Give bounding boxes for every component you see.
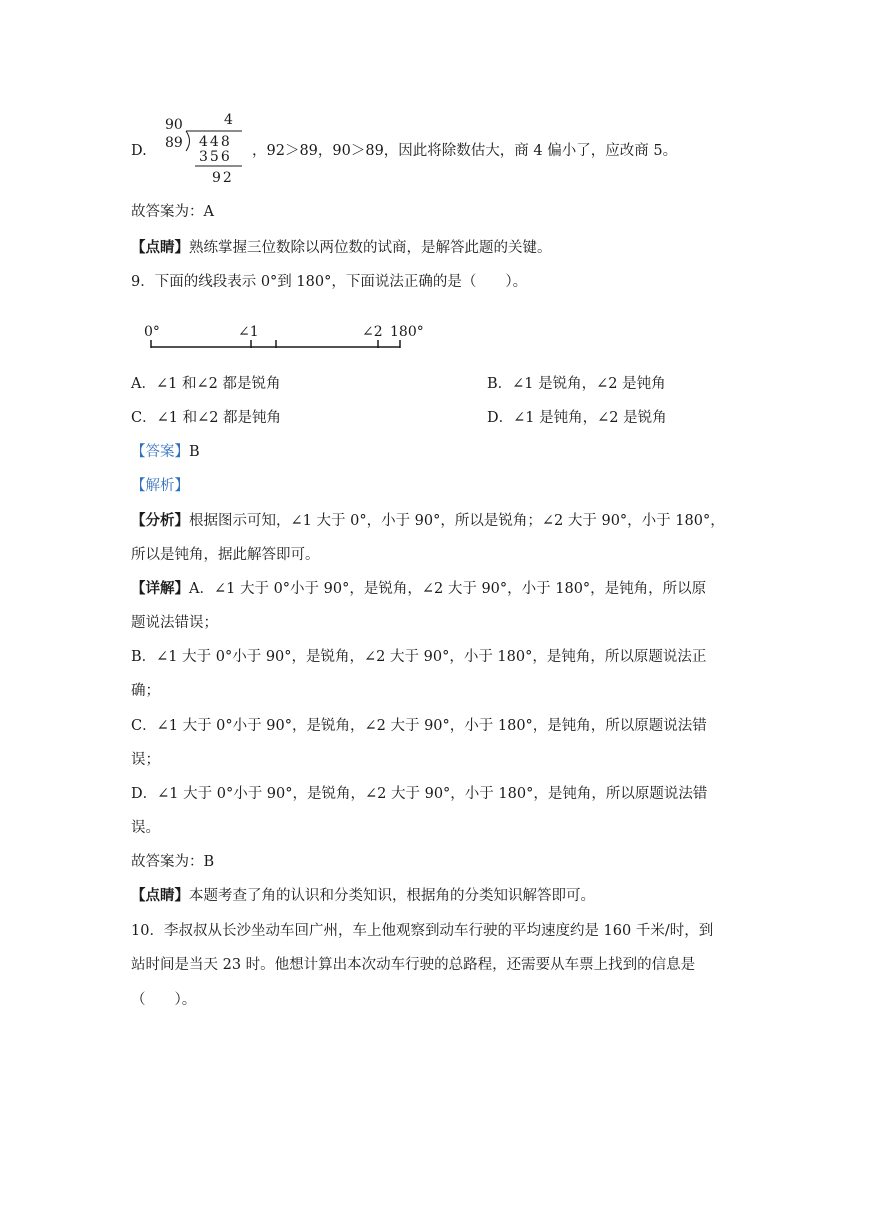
q10-line3: （ ）。: [131, 992, 197, 1008]
q9-detail-a-line1: A．∠1 大于 0°小于 90°，是锐角，∠2 大于 90°，小于 180°，是钝角，所以原: [189, 581, 707, 597]
q10-line2: 站时间是当天 23 时。他想计算出本次动车行驶的总路程，还需要从车票上找到的信息是: [131, 957, 696, 973]
q9-comment-text: 本题考查了角的认识和分类知识，根据角的分类知识解答即可。: [189, 888, 595, 904]
q9-fenxi-line2: 所以是钝角，据此解答即可。: [131, 547, 320, 563]
q8-answer: 故答案为：A: [131, 204, 214, 220]
division-product: 356: [199, 149, 232, 165]
q9-fenxi-tag: 【分析】: [131, 512, 189, 529]
q8-comment: [131, 238, 552, 258]
q9-comment-tag: 【点睛】: [131, 887, 189, 904]
division-quotient: 4: [224, 112, 233, 128]
division-remainder: 92: [212, 170, 234, 186]
q8-comment-tag: 【点睛】: [131, 239, 189, 256]
division-dividend: 448: [199, 134, 232, 150]
q9-detail-b-line2: 确；: [131, 683, 160, 699]
q9-final-answer: 故答案为：B: [131, 854, 215, 870]
number-line-angle2-label: ∠2: [362, 324, 383, 340]
q9-detail-tag: 【详解】: [131, 580, 189, 597]
number-line-angle1-label: ∠1: [238, 324, 259, 340]
division-top-left: 90: [165, 117, 183, 133]
q9-answer: [131, 442, 200, 462]
q9-answer-tag: 【答案】: [131, 444, 189, 460]
q9-option-c: C．∠1 和∠2 都是钝角: [131, 410, 282, 426]
division-explanation: ，92＞89，90＞89，因此将除数估大，商 4 偏小了，应改商 5。: [252, 143, 678, 159]
q9-answer-value: B: [189, 444, 200, 460]
q8-comment-text: 熟练掌握三位数除以两位数的试商，是解答此题的关键。: [189, 240, 552, 256]
q9-option-d: D．∠1 是钝角，∠2 是锐角: [487, 410, 667, 426]
division-divisor: 89: [165, 135, 183, 151]
number-line-end-label: 180°: [390, 324, 424, 340]
number-line-start-label: 0°: [144, 324, 160, 340]
long-division: [162, 114, 252, 188]
q9-detail-d-line2: 误。: [131, 820, 160, 836]
option-d-label: D.: [131, 143, 147, 159]
q9-fenxi-line1: 根据图示可知，∠1 大于 0°，小于 90°，所以是锐角；∠2 大于 90°，小于 180°，: [189, 513, 725, 529]
number-line-segment: [140, 320, 430, 360]
q9-detail-c-line1: C．∠1 大于 0°小于 90°，是锐角，∠2 大于 90°，小于 180°，是钝角，所以原题说法错: [131, 718, 707, 734]
q9-analysis-tag: 【解析】: [131, 478, 189, 494]
q9-detail-a-line2: 题说法错误；: [131, 615, 218, 631]
number-line: [140, 320, 430, 360]
q9-comment: [131, 886, 595, 906]
q9-stem: 9．下面的线段表示 0°到 180°，下面说法正确的是（ ）。: [131, 274, 528, 290]
q9-detail-b-line1: B．∠1 大于 0°小于 90°，是锐角，∠2 大于 90°，小于 180°，是钝角，所以原题说法正: [131, 649, 707, 665]
division-bracket: [162, 114, 252, 188]
q9-option-b: B．∠1 是锐角，∠2 是钝角: [487, 376, 666, 392]
q9-option-a: A．∠1 和∠2 都是锐角: [131, 376, 281, 392]
q9-detail-d-line1: D．∠1 大于 0°小于 90°，是锐角，∠2 大于 90°，小于 180°，是钝角，所以原题说法错: [131, 786, 708, 802]
q9-detail-c-line2: 误；: [131, 752, 160, 768]
q9-fenxi: [131, 511, 725, 531]
q10-line1: 10．李叔叔从长沙坐动车回广州，车上他观察到动车行驶的平均速度约是 160 千米/时，到: [131, 923, 714, 939]
q9-detail: [131, 579, 706, 599]
